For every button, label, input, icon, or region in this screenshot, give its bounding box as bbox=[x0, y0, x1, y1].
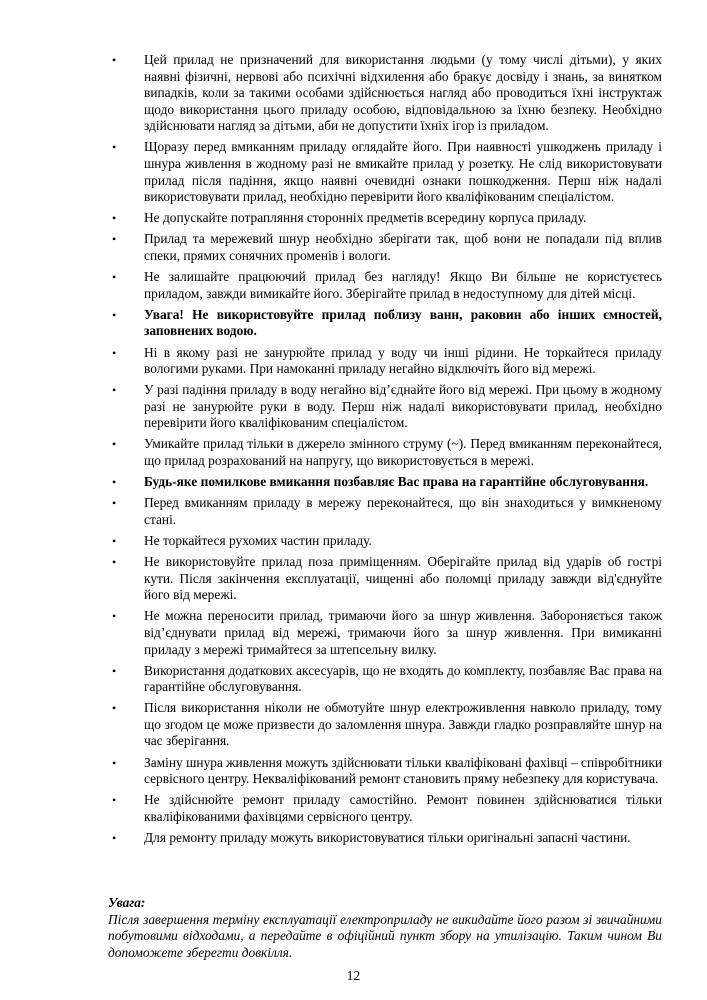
list-item bbox=[108, 533, 662, 550]
bullet-icon: • bbox=[112, 232, 117, 247]
list-item-text: Не торкайтеся рухомих частин приладу. bbox=[144, 532, 372, 548]
list-item-text: Перед вмиканням приладу в мережу переконайтеся, що він знаходиться у вимкненому стані. bbox=[144, 495, 662, 527]
list-item bbox=[108, 663, 662, 696]
list-item bbox=[108, 210, 662, 227]
list-item-text: Не можна переносити прилад, тримаючи його за шнур живлення. Забороняється також від’єднувати прилад від мережі, тримаючи його за шнур живлення. При вимиканні приладу з мережі тримайтеся за штепсельну вилку. bbox=[144, 608, 662, 657]
list-item bbox=[108, 139, 662, 205]
bullet-icon: • bbox=[112, 830, 117, 845]
list-item bbox=[108, 307, 662, 340]
list-item-text: Умикайте прилад тільки в джерело змінного струму (~). Перед вмиканням переконайтеся, що прилад розрахований на напругу, що використовується в мережі. bbox=[144, 436, 662, 469]
list-item bbox=[108, 382, 662, 432]
list-item-text: Будь-яке помилкове вмикання позбавляє Вас права на гарантійне обслуговування. bbox=[144, 474, 649, 490]
bullet-icon: • bbox=[112, 701, 117, 716]
list-item bbox=[108, 792, 662, 825]
bullet-icon: • bbox=[112, 307, 117, 322]
bullet-icon: • bbox=[112, 140, 117, 155]
bullet-icon: • bbox=[112, 270, 117, 285]
safety-instructions-list bbox=[108, 52, 662, 851]
list-item bbox=[108, 700, 662, 750]
note-title: Увага: bbox=[108, 895, 146, 910]
list-item-text: Щоразу перед вмиканням приладу оглядайте його. При наявності ушкоджень приладу і шнура живлення в жодному разі не вмикайте прилад у розетку. Не слід використовувати прилад після падіння, якщо наявні очевидні ознаки пошкодження. Перш ніж надалі використовувати прилад, необхідно перевірити його кваліфікованим спеціалістом. bbox=[144, 139, 662, 205]
list-item bbox=[108, 231, 662, 264]
bullet-icon: • bbox=[112, 609, 117, 624]
list-item bbox=[108, 52, 662, 135]
bullet-icon: • bbox=[112, 755, 117, 770]
bullet-icon: • bbox=[112, 345, 117, 360]
list-item bbox=[108, 830, 662, 847]
bullet-icon: • bbox=[112, 475, 117, 490]
bullet-icon: • bbox=[112, 496, 117, 511]
list-item-text: Для ремонту приладу можуть використовуватися тільки оригінальні запасні частини. bbox=[144, 829, 631, 845]
page-number: 12 bbox=[346, 968, 361, 983]
disposal-note bbox=[108, 895, 662, 961]
list-item-text: Прилад та мережевий шнур необхідно зберігати так, щоб вони не попадали під вплив спеки, прямих сонячних променів і вологи. bbox=[144, 231, 662, 264]
list-item bbox=[108, 436, 662, 469]
bullet-icon: • bbox=[112, 383, 117, 398]
list-item bbox=[108, 269, 662, 302]
list-item bbox=[108, 755, 662, 788]
bullet-icon: • bbox=[112, 211, 117, 226]
list-item bbox=[108, 608, 662, 658]
list-item-text: Не допускайте потрапляння сторонніх предметів всередину корпуса приладу. bbox=[144, 210, 587, 226]
bullet-icon: • bbox=[112, 437, 117, 452]
bullet-icon: • bbox=[112, 53, 117, 67]
note-text: Після завершення терміну експлуатації електроприладу не викидайте його разом зі звичайними побутовими відходами, а передайте в офіційний пункт збору на утилізацію. Таким чином Ви допоможете зберегти довкілля. bbox=[108, 911, 662, 960]
bullet-icon: • bbox=[112, 533, 117, 548]
bullet-icon: • bbox=[112, 555, 117, 570]
list-item bbox=[108, 495, 662, 528]
list-item-text: Після використання ніколи не обмотуйте шнур електроживлення навколо приладу, тому що згодом це може призвести до заломлення шнура. Завжди гладко розправляйте шнур на час зберігання. bbox=[144, 700, 662, 749]
list-item-text: Не використовуйте прилад поза приміщенням. Оберігайте прилад від ударів об гострі кути. Після закінчення експлуатації, чищенні або поломці приладу завжди від'єднуйте його від мережі. bbox=[144, 554, 662, 603]
list-item bbox=[108, 345, 662, 378]
list-item-text: Цей прилад не призначений для використання людьми (у тому числі дітьми), у яких наявні фізичні, нервові або психічні відхилення або бракує досвіду і знань, за винятком випадків, коли за такими особами здійснюється нагляд або проводиться їхні інструктаж щодо використання цього приладу особою, відповідальною за їхню безпеку. Необхідно здійснювати нагляд за дітьми, аби не допустити їхніх ігор із приладом. bbox=[144, 52, 662, 134]
list-item-text: Не залишайте працюючий прилад без нагляду! Якщо Ви більше не користуєтесь приладом, завжди вимикайте його. Зберігайте прилад в недоступному для дітей місці. bbox=[144, 269, 662, 301]
list-item-text: У разі падіння приладу в воду негайно від’єднайте його від мережі. При цьому в жодному разі не занурюйте руки в воду. Перш ніж надалі використовувати прилад, необхідно перевірити його кваліфікованим спеціалістом. bbox=[144, 382, 662, 431]
list-item-text: Не здійснюйте ремонт приладу самостійно. Ремонт повинен здійснюватися тільки кваліфікованими фахівцями сервісного центру. bbox=[144, 792, 662, 824]
list-item-text: Увага! Не використовуйте прилад поблизу ванн, раковин або інших ємностей, заповнених водою. bbox=[144, 306, 662, 339]
list-item bbox=[108, 474, 662, 491]
list-item-text: Використання додаткових аксесуарів, що не входять до комплекту, позбавляє Вас права на гарантійне обслуговування. bbox=[144, 662, 662, 695]
bullet-icon: • bbox=[112, 663, 117, 678]
list-item-text: Заміну шнура живлення можуть здійснювати тільки кваліфіковані фахівці – співробітники сервісного центру. Некваліфікований ремонт становить пряму небезпеку для користувача. bbox=[144, 754, 662, 787]
list-item bbox=[108, 554, 662, 604]
list-item-text: Ні в якому разі не занурюйте прилад у воду чи інші рідини. Не торкайтеся приладу вологими руками. При намоканні приладу негайно відключіть його від мережі. bbox=[144, 344, 662, 377]
bullet-icon: • bbox=[112, 793, 117, 808]
